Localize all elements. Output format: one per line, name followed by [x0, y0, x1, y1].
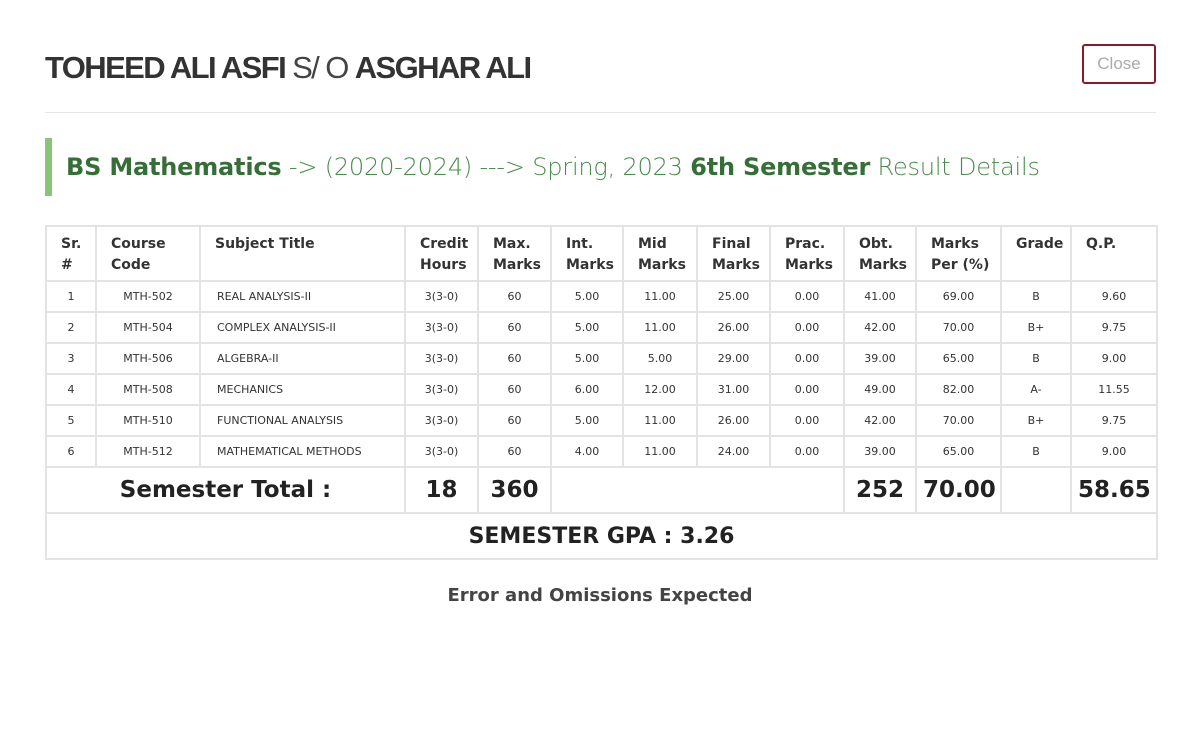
serial-cell: 5 [46, 405, 96, 436]
mid-marks-cell: 11.00 [623, 312, 697, 343]
column-header-line2: Marks [785, 257, 833, 273]
column-header [551, 226, 623, 281]
percentage-cell: 65.00 [916, 343, 1001, 374]
table-row [46, 281, 1157, 312]
credit-hours-cell: 3(3-0) [405, 312, 478, 343]
column-header-line1: Credit [420, 236, 469, 252]
obtained-marks-cell: 39.00 [844, 436, 916, 467]
total-quality-points: 58.65 [1071, 467, 1157, 513]
mid-marks-cell: 5.00 [623, 343, 697, 374]
column-header-line1: Q.P. [1086, 236, 1117, 252]
practical-marks-cell: 0.00 [770, 374, 844, 405]
column-header [96, 226, 200, 281]
column-header [623, 226, 697, 281]
quality-points-cell: 9.00 [1071, 343, 1157, 374]
credit-hours-cell: 3(3-0) [405, 436, 478, 467]
credit-hours-cell: 3(3-0) [405, 405, 478, 436]
grade-cell: B [1001, 343, 1071, 374]
serial-cell: 1 [46, 281, 96, 312]
column-header-line2: Marks [566, 257, 614, 273]
arrow-separator-2: ---> [472, 153, 533, 181]
percentage-cell: 82.00 [916, 374, 1001, 405]
internal-marks-cell: 5.00 [551, 405, 623, 436]
student-name [45, 50, 531, 86]
internal-marks-cell: 5.00 [551, 343, 623, 374]
column-header-line2: # [61, 257, 73, 273]
total-credit-hours: 18 [405, 467, 478, 513]
mid-marks-cell: 11.00 [623, 436, 697, 467]
course-code-cell: MTH-504 [96, 312, 200, 343]
grade-cell: B+ [1001, 405, 1071, 436]
close-button[interactable]: Close [1082, 44, 1156, 84]
serial-cell: 3 [46, 343, 96, 374]
percentage-cell: 70.00 [916, 405, 1001, 436]
quality-points-cell: 9.60 [1071, 281, 1157, 312]
column-header-line2: Code [111, 257, 151, 273]
final-marks-cell: 26.00 [697, 312, 770, 343]
column-header-line2: Marks [493, 257, 541, 273]
subject-title-cell: ALGEBRA-II [200, 343, 405, 374]
obtained-marks-cell: 41.00 [844, 281, 916, 312]
course-code-cell: MTH-510 [96, 405, 200, 436]
heading-suffix: Result Details [870, 153, 1040, 181]
mid-marks-cell: 11.00 [623, 281, 697, 312]
table-row [46, 343, 1157, 374]
column-header-line2: Per (%) [931, 257, 990, 273]
final-marks-cell: 31.00 [697, 374, 770, 405]
course-code-cell: MTH-502 [96, 281, 200, 312]
serial-cell: 4 [46, 374, 96, 405]
column-header-line2: Marks [859, 257, 907, 273]
subject-title-cell: FUNCTIONAL ANALYSIS [200, 405, 405, 436]
semester-total-row [46, 467, 1157, 513]
subject-title-cell: COMPLEX ANALYSIS-II [200, 312, 405, 343]
max-marks-cell: 60 [478, 405, 551, 436]
grade-cell: A- [1001, 374, 1071, 405]
result-header [45, 44, 1156, 113]
column-header [200, 226, 405, 281]
arrow-separator: -> [281, 153, 325, 181]
percentage-cell: 69.00 [916, 281, 1001, 312]
serial-cell: 2 [46, 312, 96, 343]
degree-title: BS Mathematics [66, 153, 282, 181]
father-name: ASGHAR ALI [354, 50, 531, 85]
column-header-line2: Marks [712, 257, 760, 273]
subject-title-cell: REAL ANALYSIS-II [200, 281, 405, 312]
quality-points-cell: 11.55 [1071, 374, 1157, 405]
practical-marks-cell: 0.00 [770, 343, 844, 374]
grade-cell: B [1001, 281, 1071, 312]
total-percentage: 70.00 [916, 467, 1001, 513]
column-header-line1: Course [111, 236, 166, 252]
column-header [770, 226, 844, 281]
internal-marks-cell: 5.00 [551, 312, 623, 343]
column-header-line2: Marks [638, 257, 686, 273]
max-marks-cell: 60 [478, 343, 551, 374]
table-header-row [46, 226, 1157, 281]
practical-marks-cell: 0.00 [770, 312, 844, 343]
subject-title-cell: MATHEMATICAL METHODS [200, 436, 405, 467]
column-header-line1: Marks [931, 236, 979, 252]
final-marks-cell: 26.00 [697, 405, 770, 436]
column-header [844, 226, 916, 281]
column-header-line1: Prac. [785, 236, 826, 252]
column-header [405, 226, 478, 281]
column-header-line1: Mid [638, 236, 667, 252]
subject-title-cell: MECHANICS [200, 374, 405, 405]
quality-points-cell: 9.75 [1071, 405, 1157, 436]
column-header-line1: Int. [566, 236, 594, 252]
course-code-cell: MTH-508 [96, 374, 200, 405]
grade-cell: B+ [1001, 312, 1071, 343]
internal-marks-cell: 6.00 [551, 374, 623, 405]
credit-hours-cell: 3(3-0) [405, 374, 478, 405]
column-header-line1: Obt. [859, 236, 893, 252]
table-row [46, 405, 1157, 436]
mid-marks-cell: 11.00 [623, 405, 697, 436]
semester-total-label: Semester Total : [46, 467, 405, 513]
column-header-line1: Final [712, 236, 751, 252]
practical-marks-cell: 0.00 [770, 436, 844, 467]
semester-gpa: SEMESTER GPA : 3.26 [46, 513, 1157, 559]
final-marks-cell: 29.00 [697, 343, 770, 374]
column-header [697, 226, 770, 281]
mid-marks-cell: 12.00 [623, 374, 697, 405]
percentage-cell: 70.00 [916, 312, 1001, 343]
course-code-cell: MTH-512 [96, 436, 200, 467]
column-header-line2: Hours [420, 257, 467, 273]
credit-hours-cell: 3(3-0) [405, 281, 478, 312]
column-header-line1: Max. [493, 236, 531, 252]
footer-note: Error and Omissions Expected [447, 585, 753, 606]
column-header [916, 226, 1001, 281]
table-row [46, 436, 1157, 467]
obtained-marks-cell: 42.00 [844, 405, 916, 436]
column-header [46, 226, 96, 281]
column-header-line1: Grade [1016, 236, 1064, 252]
serial-cell: 6 [46, 436, 96, 467]
internal-marks-cell: 5.00 [551, 281, 623, 312]
course-code-cell: MTH-506 [96, 343, 200, 374]
max-marks-cell: 60 [478, 312, 551, 343]
final-marks-cell: 24.00 [697, 436, 770, 467]
table-row [46, 374, 1157, 405]
quality-points-cell: 9.75 [1071, 312, 1157, 343]
obtained-marks-cell: 49.00 [844, 374, 916, 405]
grade-cell: B [1001, 436, 1071, 467]
obtained-marks-cell: 39.00 [844, 343, 916, 374]
percentage-cell: 65.00 [916, 436, 1001, 467]
semester-label: 6th Semester [690, 153, 871, 181]
internal-marks-cell: 4.00 [551, 436, 623, 467]
credit-hours-cell: 3(3-0) [405, 343, 478, 374]
max-marks-cell: 60 [478, 281, 551, 312]
semester-gpa-row [46, 513, 1157, 559]
obtained-marks-cell: 42.00 [844, 312, 916, 343]
total-grade-empty [1001, 467, 1071, 513]
program-heading [45, 138, 1145, 196]
total-obtained-marks: 252 [844, 467, 916, 513]
max-marks-cell: 60 [478, 436, 551, 467]
column-header [1071, 226, 1157, 281]
practical-marks-cell: 0.00 [770, 281, 844, 312]
quality-points-cell: 9.00 [1071, 436, 1157, 467]
total-empty-cell [551, 467, 844, 513]
column-header [478, 226, 551, 281]
total-max-marks: 360 [478, 467, 551, 513]
final-marks-cell: 25.00 [697, 281, 770, 312]
column-header [1001, 226, 1071, 281]
results-table [45, 225, 1158, 560]
relation-label: S/ O [292, 50, 348, 85]
practical-marks-cell: 0.00 [770, 405, 844, 436]
column-header-line1: Subject Title [215, 236, 315, 252]
student-first-name: TOHEED ALI ASFI [45, 50, 286, 85]
term-label: Spring, 2023 [532, 153, 691, 181]
session-years: (2020-2024) [324, 153, 473, 181]
max-marks-cell: 60 [478, 374, 551, 405]
table-row [46, 312, 1157, 343]
column-header-line1: Sr. [61, 236, 82, 252]
